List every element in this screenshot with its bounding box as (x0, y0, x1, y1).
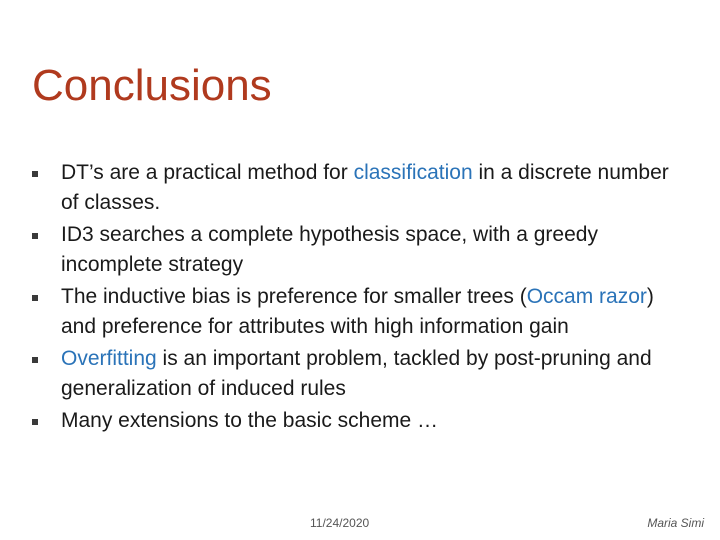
bullet-item (30, 220, 690, 280)
highlighted-term: Overfitting (61, 347, 157, 370)
square-bullet-icon (32, 233, 38, 239)
bullet-item (30, 406, 690, 436)
slide-title: Conclusions (32, 61, 272, 110)
bullet-text: Many extensions to the basic scheme … (61, 409, 439, 432)
square-bullet-icon (32, 171, 38, 177)
highlighted-term: classification (353, 161, 473, 184)
bullet-item (30, 344, 690, 404)
square-bullet-icon (32, 419, 38, 425)
bullet-text: in a discrete number of classes. (61, 161, 669, 214)
footer-author: Maria Simi (647, 516, 704, 530)
square-bullet-icon (32, 357, 38, 363)
square-bullet-icon (32, 295, 38, 301)
bullet-list (30, 158, 690, 438)
bullet-item (30, 282, 690, 342)
bullet-item (30, 158, 690, 218)
highlighted-term: Occam razor (526, 285, 647, 308)
bullet-text: DT’s are a practical method for (61, 161, 354, 184)
bullet-text: is an important problem, tackled by post-pruning and generalization of induced rules (61, 347, 652, 400)
bullet-text: ID3 searches a complete hypothesis space, with a greedy incomplete strategy (61, 223, 598, 276)
bullet-text: ) and preference for attributes with high information gain (61, 285, 654, 338)
footer-date: 11/24/2020 (310, 516, 370, 530)
bullet-text: The inductive bias is preference for smaller trees ( (61, 285, 527, 308)
